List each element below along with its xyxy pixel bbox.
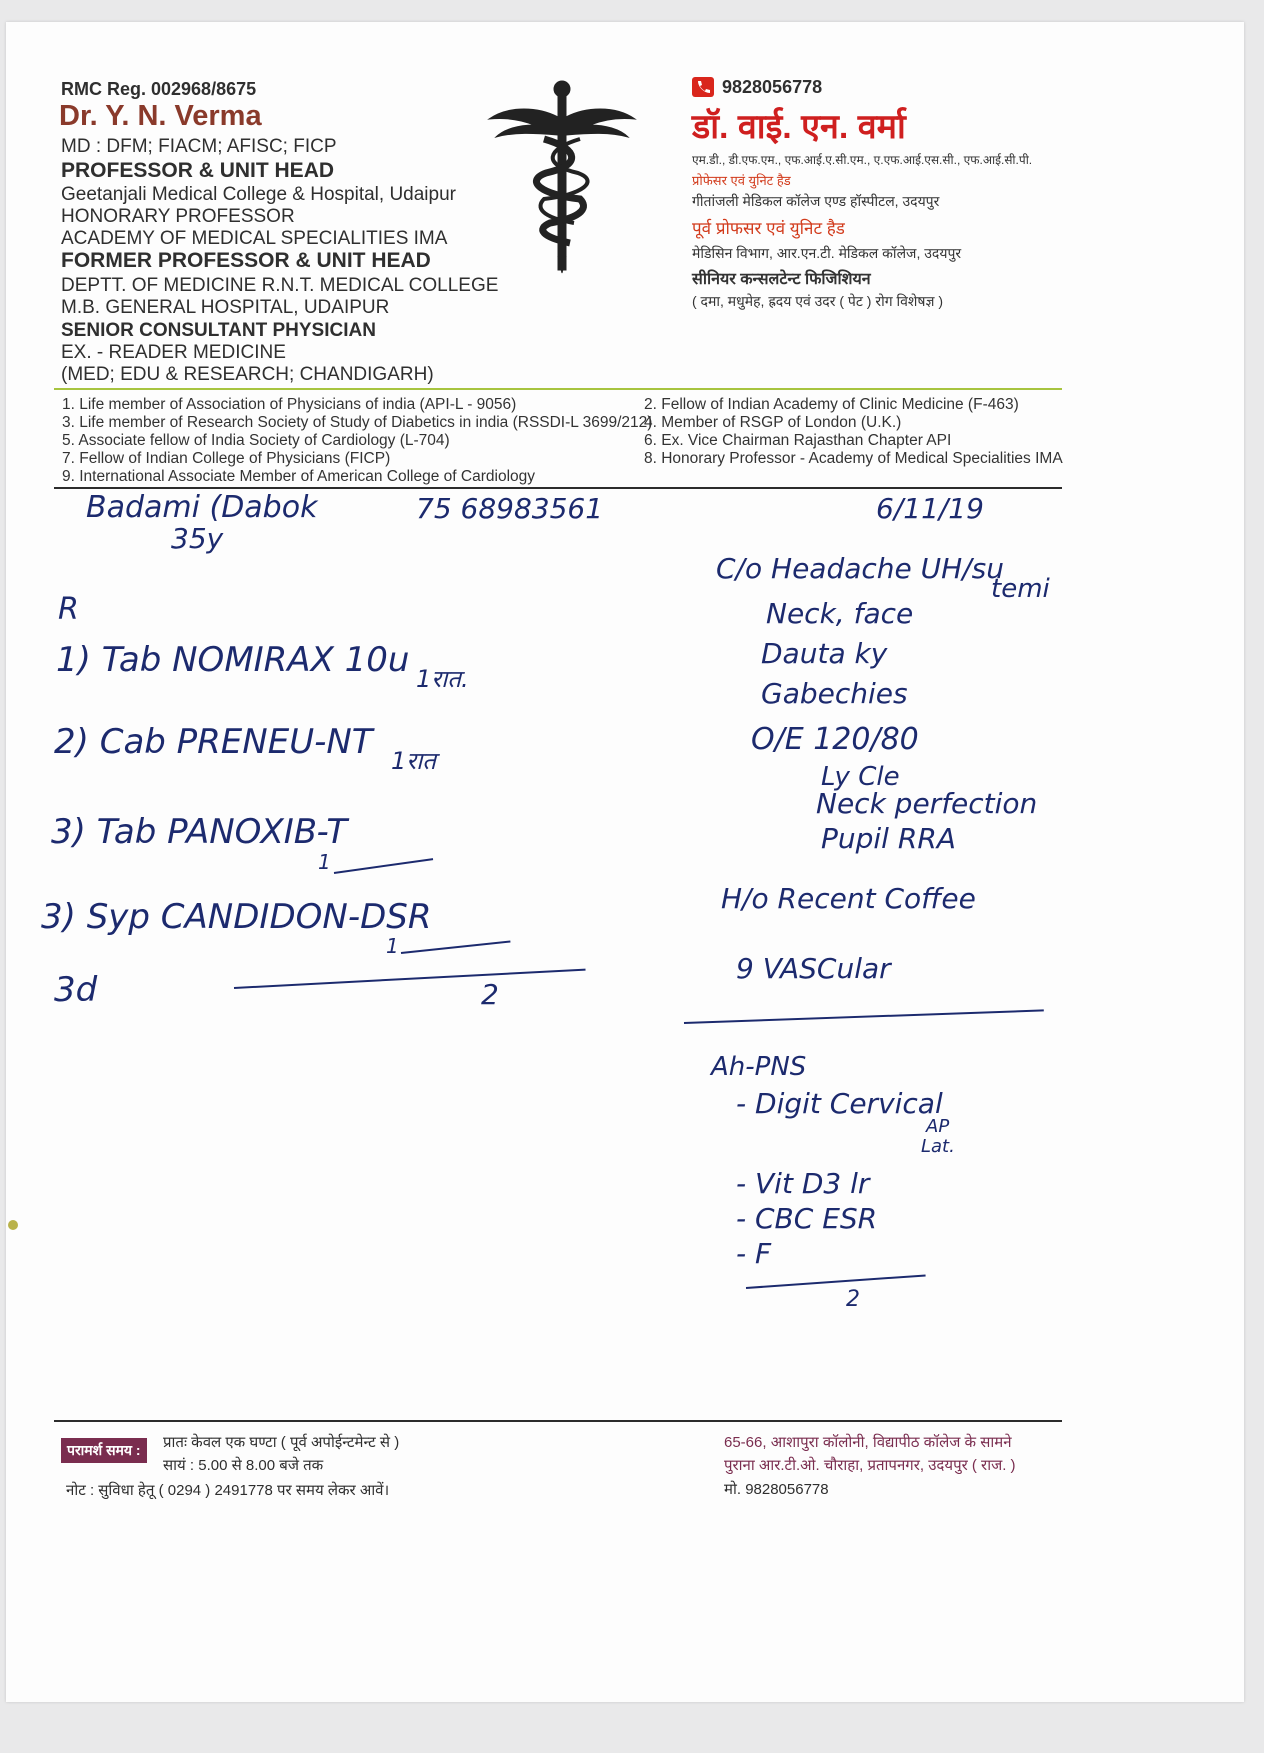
title-professor: PROFESSOR & UNIT HEAD	[61, 159, 335, 182]
research-note: (MED; EDU & RESEARCH; CHANDIGARH)	[61, 364, 434, 385]
hw-patient-phone: 75 68983561	[416, 492, 604, 525]
hw-signature-1: 2	[481, 978, 499, 1011]
speciality-hindi: ( दमा, मधुमेह, ह्रदय एवं उदर ( पेट ) रोग विशेषज्ञ )	[692, 293, 944, 309]
consult-time-badge: परामर्श समय :	[61, 1438, 147, 1463]
consult-morning: प्रातः केवल एक घण्टा ( पूर्व अपोईन्टमेन्ट से )	[163, 1434, 400, 1451]
hw-med-3-arrow	[334, 858, 433, 874]
list-divider	[54, 487, 1062, 489]
hw-exam-2: Neck perfection	[816, 787, 1038, 820]
hw-patient-name: Badami (Dabok	[86, 490, 318, 525]
hw-date: 6/11/19	[876, 492, 984, 525]
college-name: Geetanjali Medical College & Hospital, Udaipur	[61, 184, 456, 205]
hospital: M.B. GENERAL HOSPITAL, UDAIPUR	[61, 297, 390, 318]
title3-hindi: सीनियर कन्सलटेन्ट फिजिशियन	[692, 271, 871, 288]
membership-9: 9. International Associate Member of American College of Cardiology	[62, 468, 535, 485]
appointment-note: नोट : सुविधा हेतू ( 0294 ) 2491778 पर समय लेकर आवें।	[66, 1482, 390, 1499]
college2-hindi: मेडिसिन विभाग, आर.एन.टी. मेडिकल कॉलेज, उदयपुर	[692, 245, 962, 261]
hw-advice: Ah-PNS	[711, 1052, 807, 1082]
senior-consultant: SENIOR CONSULTANT PHYSICIAN	[61, 320, 376, 341]
title2-hindi: पूर्व प्रोफसर एवं युनिट हैड	[692, 219, 845, 238]
hw-end-line	[746, 1274, 926, 1289]
hw-complaint-5: Gabechies	[761, 677, 908, 710]
clinic-mobile: मो. 9828056778	[724, 1481, 829, 1498]
hw-complaint: C/o Headache UH/su	[716, 552, 1004, 585]
title1-hindi: प्रोफेसर एवं युनिट हैड	[692, 173, 791, 188]
academy-name: ACADEMY OF MEDICAL SPECIALITIES IMA	[61, 228, 448, 249]
hw-duration: 3d	[54, 970, 98, 1010]
hw-med-3: 3) Tab PANOXIB-T	[51, 812, 348, 852]
membership-6: 6. Ex. Vice Chairman Rajasthan Chapter API	[644, 432, 952, 449]
hw-history-2: 9 VASCular	[736, 952, 891, 985]
hw-age: 35y	[171, 522, 224, 555]
college1-hindi: गीतांजली मेडिकल कॉलेज एण्ड हॉस्पीटल, उदयपुर	[692, 193, 940, 209]
hw-exam-3: Pupil RRA	[821, 822, 956, 855]
hw-history: H/o Recent Coffee	[721, 882, 976, 915]
hw-advice-3: - CBC ESR	[736, 1202, 878, 1235]
membership-3: 3. Life member of Research Society of Study of Diabetics in india (RSSDI-L 3699/212)	[62, 414, 653, 431]
hw-med-4-dose: 1	[386, 934, 399, 958]
hw-exam-bp: O/E 120/80	[751, 722, 919, 757]
header-divider	[54, 388, 1062, 390]
hw-complaint-2: temi	[991, 574, 1050, 604]
hw-rx-symbol: R	[58, 592, 79, 627]
hw-complaint-3: Neck, face	[766, 597, 914, 630]
ex-reader: EX. - READER MEDICINE	[61, 342, 286, 363]
membership-4: 4. Member of RSGP of London (U.K.)	[644, 414, 902, 431]
footer-divider	[54, 1420, 1062, 1422]
consult-evening: सायं : 5.00 से 8.00 बजे तक	[163, 1457, 324, 1474]
clinic-address-1: 65-66, आशापुरा कॉलोनी, विद्यापीठ कॉलेज के सामने	[724, 1434, 1012, 1451]
phone-number: 9828056778	[722, 77, 823, 97]
degrees-hindi: एम.डी., डी.एफ.एम., एफ.आई.ए.सी.एम., ए.एफ.आई.एस.सी., एफ.आई.सी.पी.	[692, 153, 1033, 167]
phone-icon	[692, 77, 714, 97]
doctor-name-hindi: डॉ. वाई. एन. वर्मा	[692, 108, 906, 146]
hw-duration-line	[234, 969, 586, 989]
degrees: MD : DFM; FIACM; AFISC; FICP	[61, 136, 337, 157]
hw-med-4-arrow	[401, 941, 511, 954]
former-title: FORMER PROFESSOR & UNIT HEAD	[61, 249, 431, 272]
hw-med-1: 1) Tab NOMIRAX 10u	[56, 640, 410, 680]
hw-med-2-dose: 1रात	[391, 747, 436, 775]
department: DEPTT. OF MEDICINE R.N.T. MEDICAL COLLEGE	[61, 275, 499, 296]
doctor-name: Dr. Y. N. Verma	[59, 100, 262, 132]
hw-exam-1: Ly Cle	[821, 762, 900, 792]
hw-advice-1: - Digit Cervical	[736, 1087, 943, 1120]
hw-advice-4: - F	[736, 1237, 772, 1270]
membership-7: 7. Fellow of Indian College of Physicians (FICP)	[62, 450, 391, 467]
hw-med-4: 3) Syp CANDIDON-DSR	[41, 897, 432, 937]
hw-advice-2: - Vit D3 lr	[736, 1167, 870, 1200]
hw-advice-1a: AP	[926, 1116, 950, 1137]
membership-2: 2. Fellow of Indian Academy of Clinic Medicine (F-463)	[644, 396, 1019, 413]
membership-1: 1. Life member of Association of Physicians of india (API-L - 9056)	[62, 396, 517, 413]
hw-complaint-4: Dauta ky	[761, 637, 888, 670]
registration-number: RMC Reg. 002968/8675	[61, 79, 257, 99]
caduceus-logo-icon	[484, 77, 640, 277]
paper-spot	[8, 1220, 18, 1230]
prescription-sheet	[6, 22, 1244, 1702]
hw-signature-2: 2	[846, 1287, 860, 1312]
clinic-address-2: पुराना आर.टी.ओ. चौराहा, प्रतापनगर, उदयपुर ( राज. )	[724, 1457, 1016, 1474]
membership-5: 5. Associate fellow of India Society of Cardiology (L-704)	[62, 432, 450, 449]
membership-8: 8. Honorary Professor - Academy of Medical Specialities IMA	[644, 450, 1063, 467]
hw-med-2: 2) Cab PRENEU-NT	[54, 722, 373, 762]
hw-med-1-dose: 1रात.	[416, 665, 469, 693]
honorary-title: HONORARY PROFESSOR	[61, 206, 295, 227]
hw-divider-line	[684, 1009, 1044, 1024]
hw-med-3-dose: 1	[318, 850, 331, 874]
hw-advice-1b: Lat.	[921, 1136, 955, 1157]
